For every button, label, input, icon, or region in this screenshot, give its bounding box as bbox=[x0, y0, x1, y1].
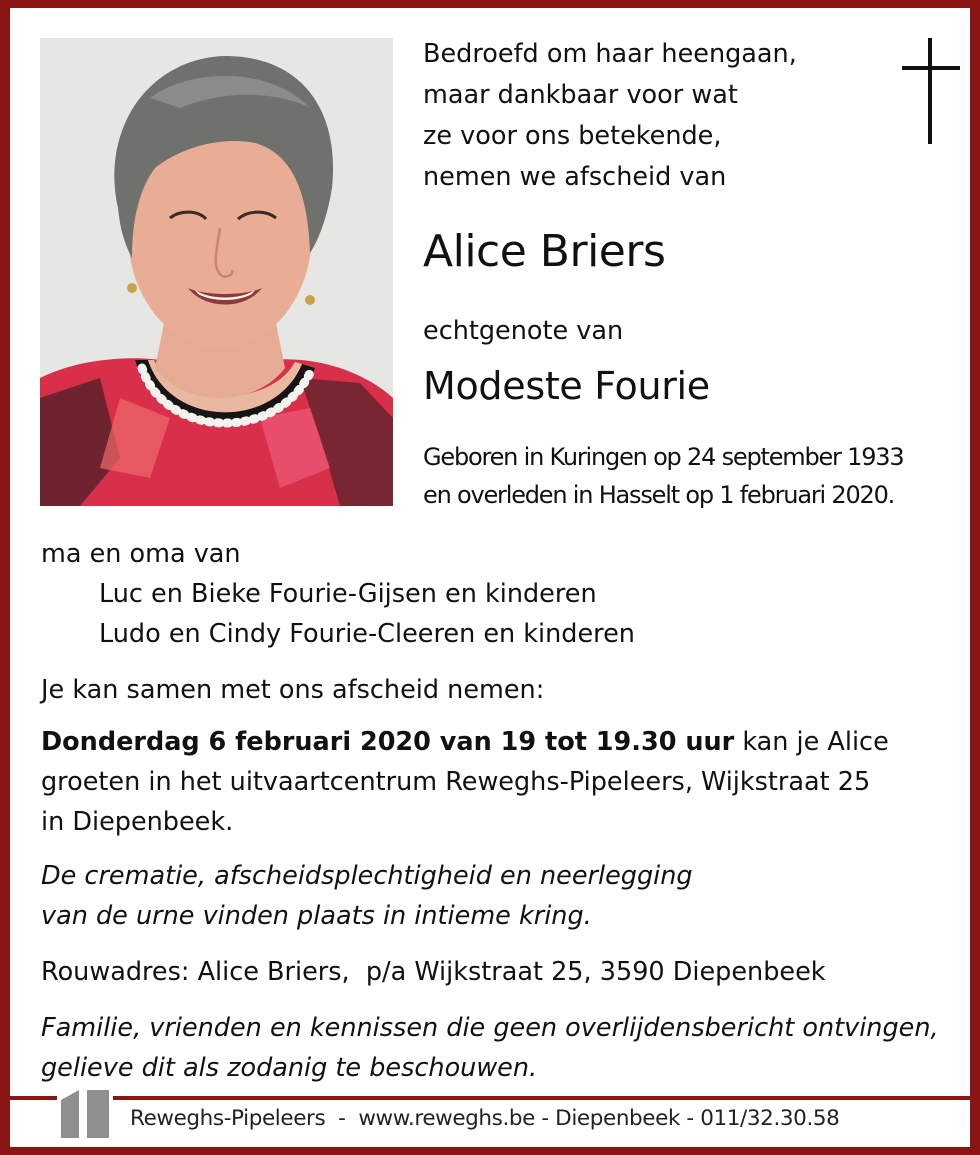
farewell-intro: Je kan samen met ons afscheid nemen: bbox=[41, 675, 545, 705]
visitation-line-2: groeten in het uitvaartcentrum Reweghs-Pipeleers, Wijkstraat 25 bbox=[41, 767, 871, 797]
cross-icon bbox=[902, 38, 960, 144]
visitation-rest: kan je Alice bbox=[734, 727, 889, 757]
notice-section bbox=[41, 1008, 939, 1088]
cremation-line: De crematie, afscheidsplechtigheid en neerlegging bbox=[41, 861, 693, 891]
notice-line: gelieve dit als zodanig te beschouwen. bbox=[41, 1053, 538, 1083]
mourning-address: Rouwadres: Alice Briers, p/a Wijkstraat 25, 3590 Diepenbeek bbox=[41, 957, 826, 987]
birth-line: Geboren in Kuringen op 24 september 1933 bbox=[423, 443, 904, 471]
intro-line: ze voor ons betekende, bbox=[423, 121, 722, 151]
portrait-photo bbox=[40, 38, 393, 506]
cremation-section bbox=[41, 856, 693, 936]
family-member: Luc en Bieke Fourie-Gijsen en kinderen bbox=[99, 579, 597, 609]
intro-line: nemen we afscheid van bbox=[423, 162, 727, 192]
spouse-label: echtgenote van bbox=[423, 316, 624, 346]
family-section bbox=[41, 534, 635, 654]
deceased-name: Alice Briers bbox=[423, 226, 666, 277]
intro-text bbox=[423, 34, 797, 198]
notice-line: Familie, vrienden en kennissen die geen overlijdensbericht ontvingen, bbox=[41, 1013, 939, 1043]
birth-death-dates bbox=[423, 438, 903, 514]
visitation-section bbox=[41, 722, 889, 842]
family-member: Ludo en Cindy Fourie-Cleeren en kinderen bbox=[99, 619, 635, 649]
funeral-home-logo-icon bbox=[57, 1086, 113, 1142]
intro-line: maar dankbaar voor wat bbox=[423, 80, 738, 110]
family-label: ma en oma van bbox=[41, 539, 241, 569]
intro-line: Bedroefd om haar heengaan, bbox=[423, 39, 797, 69]
spouse-name: Modeste Fourie bbox=[423, 364, 710, 408]
visitation-line-3: in Diepenbeek. bbox=[41, 807, 234, 837]
footer-contact: Reweghs-Pipeleers - www.reweghs.be - Diepenbeek - 011/32.30.58 bbox=[130, 1106, 840, 1131]
cremation-line: van de urne vinden plaats in intieme kring. bbox=[41, 901, 592, 931]
footer-divider bbox=[10, 1096, 970, 1100]
death-line: en overleden in Hasselt op 1 februari 2020. bbox=[423, 481, 895, 509]
visitation-line-1 bbox=[41, 722, 889, 762]
visitation-time: Donderdag 6 februari 2020 van 19 tot 19.30 uur bbox=[41, 727, 735, 757]
